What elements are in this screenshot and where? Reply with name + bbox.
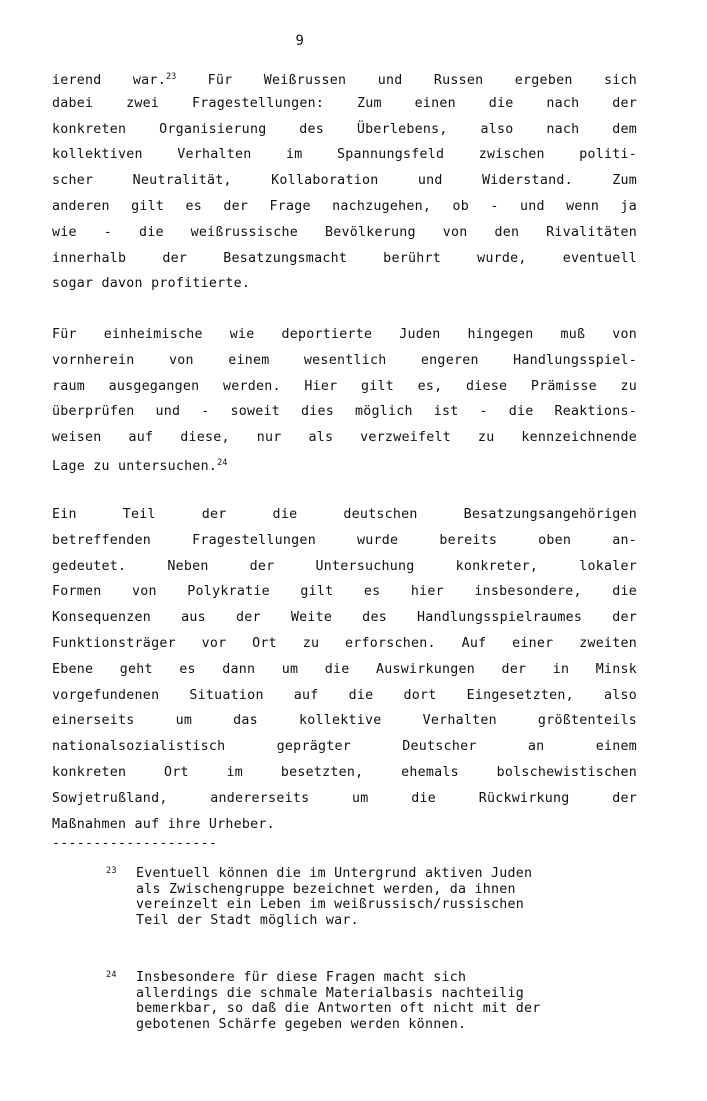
footnote-23: [106, 866, 641, 928]
footnote-line: Insbesondere für diese Fragen macht sich: [136, 970, 467, 985]
text-line: vornherein von einem wesentlich engeren Handlungsspiel-: [52, 352, 637, 368]
footnote-body: [136, 970, 641, 1032]
text-line: gedeutet. Neben der Untersuchung konkreter, lokaler: [52, 558, 637, 574]
text-line: überprüfen und - soweit dies möglich ist - die Reaktions-: [52, 404, 637, 420]
text-line: konkreten Organisierung des Überlebens, also nach dem: [52, 121, 637, 137]
text-line: Ein Teil der die deutschen Besatzungsangehörigen: [52, 507, 637, 522]
text-line: Für einheimische wie deportierte Juden hingegen muß von: [52, 327, 637, 342]
footnote-mark: 24: [106, 970, 117, 980]
paragraph-1: [52, 65, 637, 297]
text-line: wie - die weißrussische Bevölkerung von den Rivalitäten: [52, 224, 637, 240]
footnote-line: allerdings die schmale Materialbasis nachteilig: [136, 985, 525, 1001]
footnote-line: bemerkbar, so daß die Antworten oft nicht mit der: [136, 1001, 541, 1016]
text-line: Formen von Polykratie gilt es hier insbesondere, die: [52, 584, 637, 600]
text-line: konkreten Ort im besetzten, ehemals bolschewistischen: [52, 764, 637, 780]
text-line: einerseits um das kollektive Verhalten größtenteils: [52, 713, 637, 729]
text-line: innerhalb der Besatzungsmacht berührt wurde, eventuell: [52, 250, 637, 266]
text-line: raum ausgegangen werden. Hier gilt es, diese Prämisse zu: [52, 378, 637, 394]
text-line: Sowjetrußland, andererseits um die Rückwirkung der: [52, 790, 637, 806]
footnote-ref-24: 24: [217, 457, 228, 468]
text-line: dabei zwei Fragestellungen: Zum einen die nach der: [52, 95, 637, 111]
footnote-line: vereinzelt ein Leben im weißrussisch/russischen: [136, 897, 525, 912]
text-line: weisen auf diese, nur als verzweifelt zu kennzeichnende: [52, 430, 637, 446]
text-line: scher Neutralität, Kollaboration und Widerstand. Zum: [52, 173, 637, 189]
text-line: kollektiven Verhalten im Spannungsfeld zwischen politi-: [52, 147, 637, 163]
text-line: sogar davon profitierte.: [52, 276, 251, 292]
text-line: Lage zu untersuchen.$^{24}$: [52, 457, 228, 474]
footnote-ref-23: 23: [165, 72, 177, 82]
text-line: Funktionsträger vor Ort zu erforschen. Auf einer zweiten: [52, 635, 637, 651]
footnote-line: Eventuell können die im Untergrund aktiven Juden: [136, 866, 533, 881]
text-line: betreffenden Fragestellungen wurde bereits oben an-: [52, 532, 637, 548]
footnote-line: gebotenen Schärfe gegeben werden können.: [136, 1016, 467, 1032]
footnote-24: [106, 970, 641, 1032]
text-line: anderen gilt es der Frage nachzugehen, ob - und wenn ja: [52, 198, 637, 214]
text-line: Maßnahmen auf ihre Urheber.: [52, 816, 275, 832]
paragraph-3: [52, 502, 637, 837]
text-line: Konsequenzen aus der Weite des Handlungsspielraumes der: [52, 610, 637, 626]
text-line: nationalsozialistisch geprägter Deutscher an einem: [52, 739, 637, 755]
footnote-line: Teil der Stadt möglich war.: [136, 912, 359, 928]
text-line: Ebene geht es dann um die Auswirkungen der in Minsk: [52, 661, 637, 677]
footnote-line: als Zwischengruppe bezeichnet werden, da ihnen: [136, 881, 516, 897]
text-line: vorgefundenen Situation auf die dort Eingesetzten, also: [52, 687, 637, 703]
footnote-separator: --------------------: [52, 836, 218, 851]
paragraph-2: [52, 322, 637, 477]
footnote-body: [136, 866, 641, 928]
page-number: 9: [295, 33, 305, 49]
footnote-mark: 23: [106, 866, 117, 876]
text-line: ierend war.$^{23}$ Für Weißrussen und Russen ergeben sich: [52, 72, 637, 88]
